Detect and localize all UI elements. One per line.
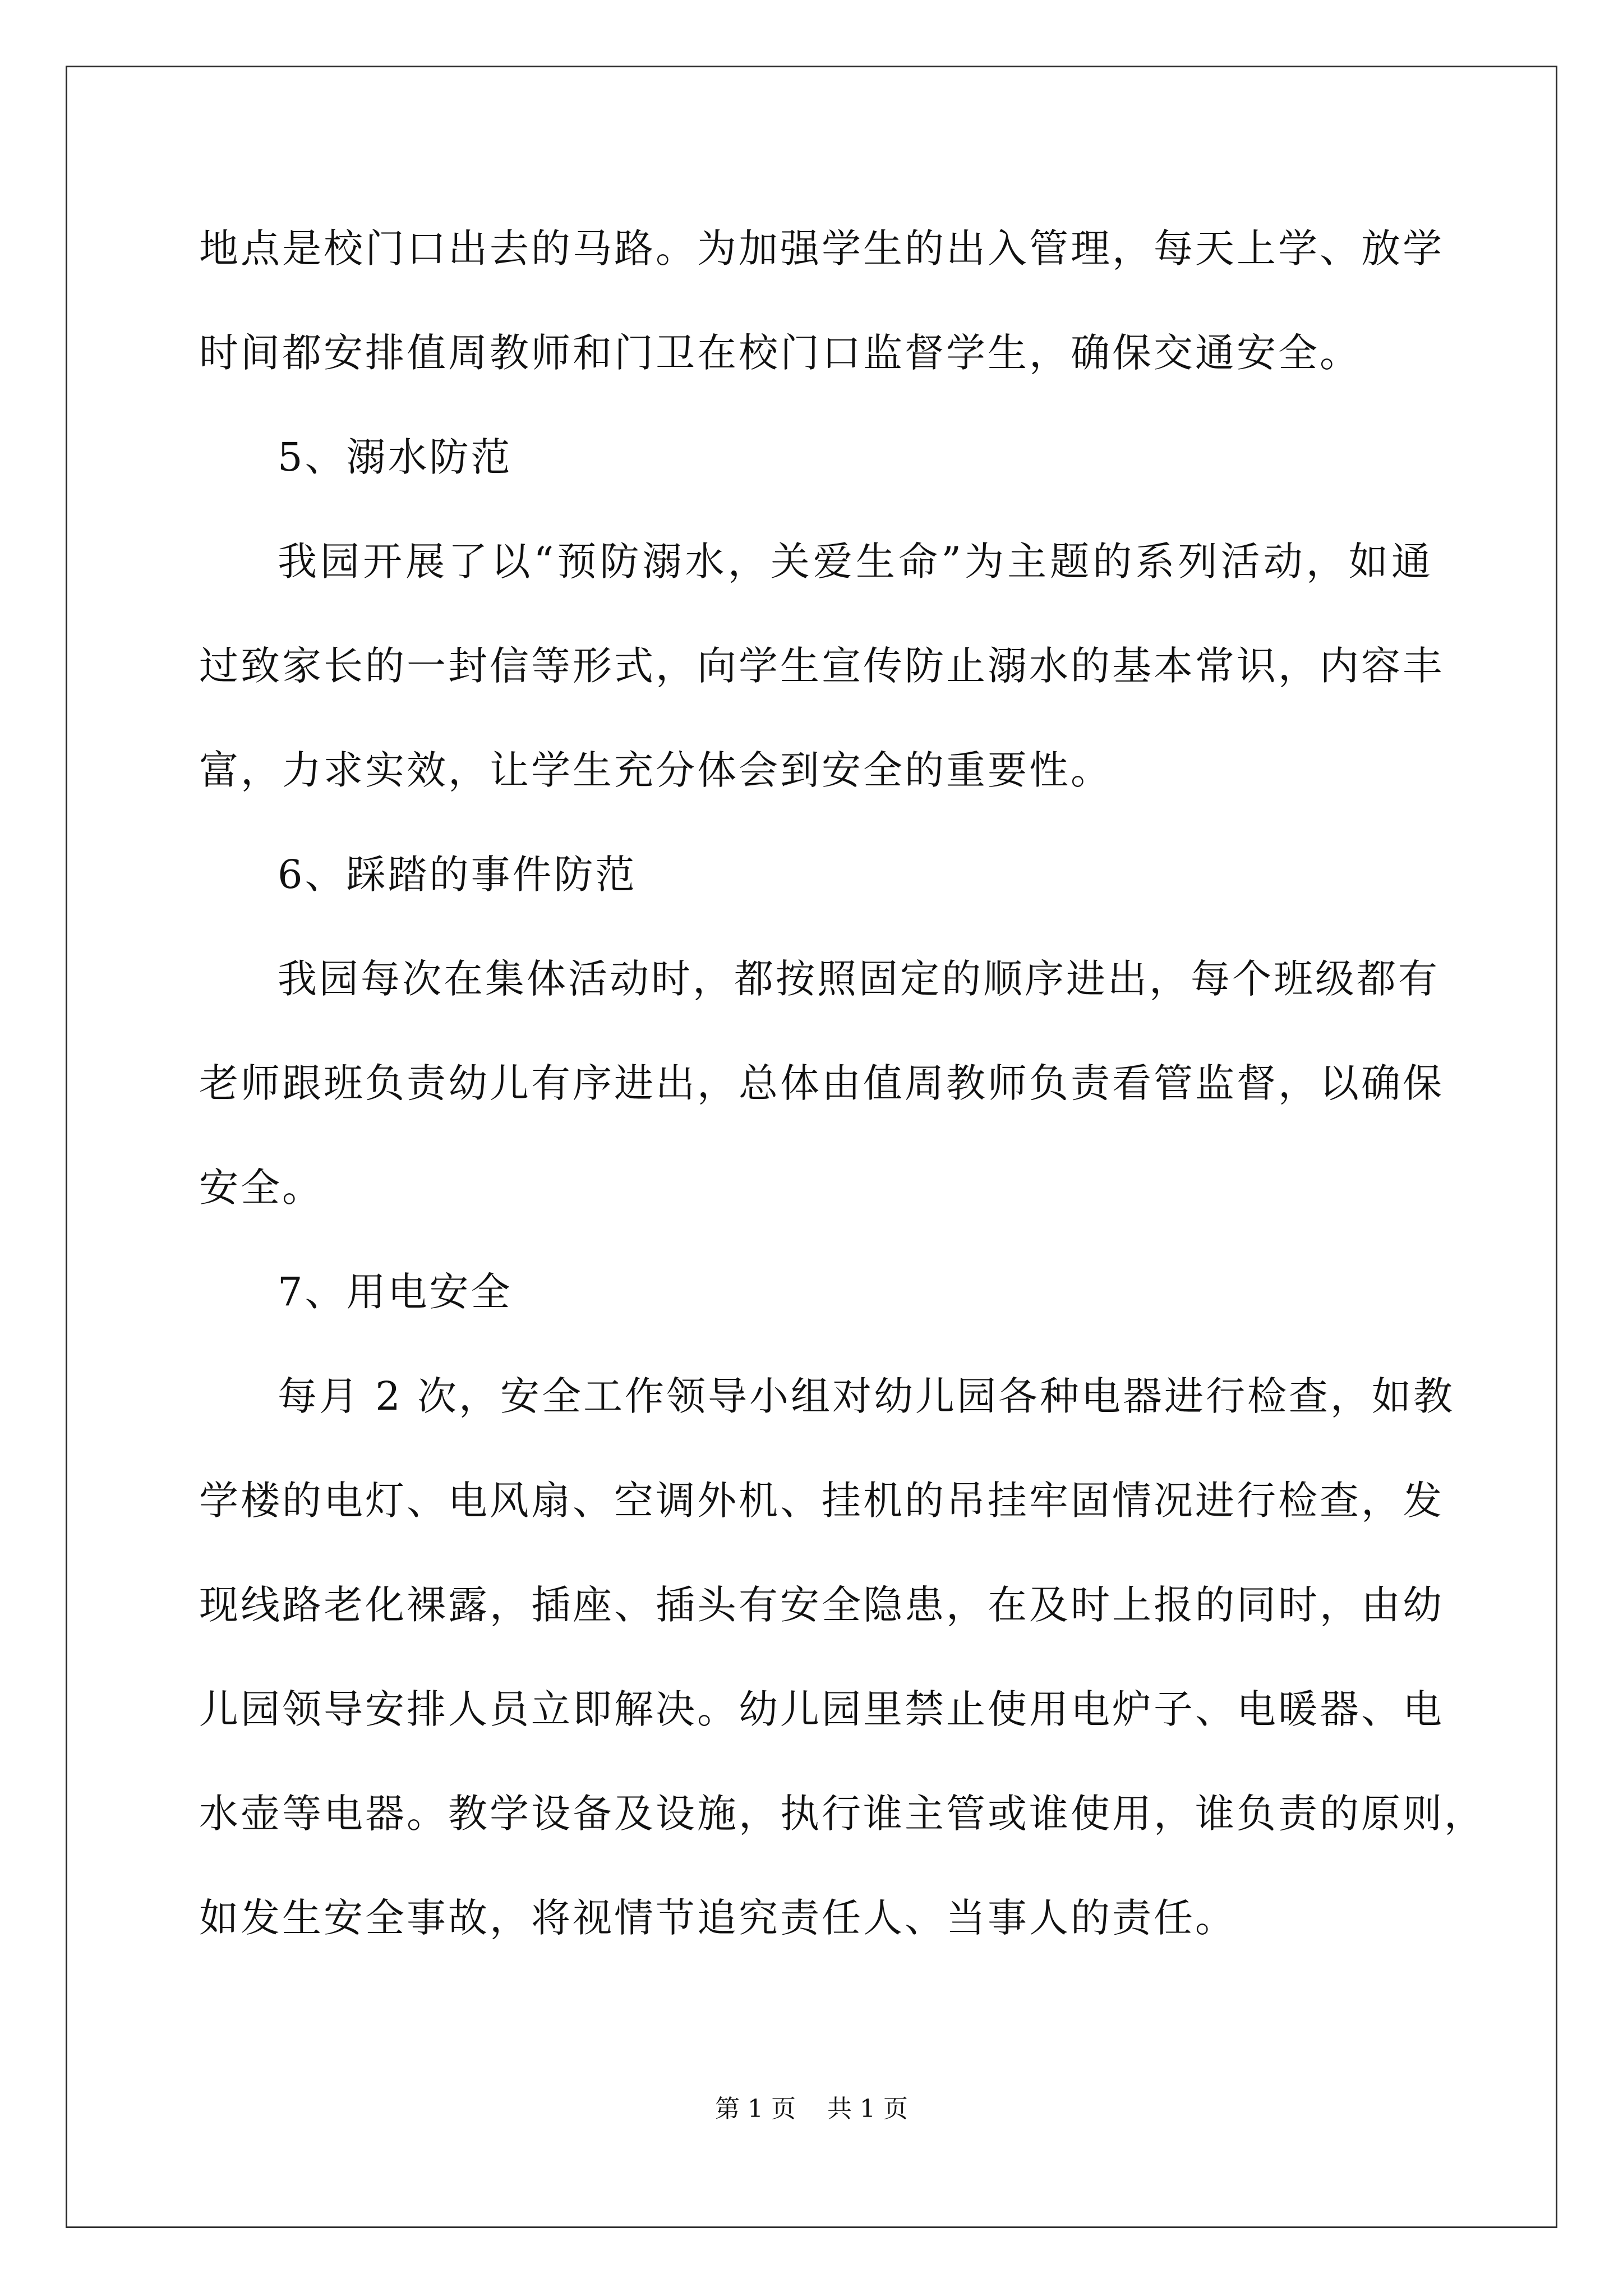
document-body — [199, 215, 1486, 1989]
paragraph-line: 现线路老化裸露，插座、插头有安全隐患，在及时上报的同时，由幼 — [199, 1582, 1444, 1628]
paragraph-line: 富，力求实效，让学生充分体会到安全的重要性。 — [199, 747, 1112, 793]
paragraph-line: 我园开展了以“预防溺水，关爱生命”为主题的系列活动，如通 — [278, 539, 1433, 585]
page-number-footer: 第 1 页 共 1 页 — [715, 2095, 908, 2123]
paragraph-line: 儿园领导安排人员立即解决。幼儿园里禁止使用电炉子、电暖器、电 — [199, 1686, 1444, 1732]
section-heading: 5、溺水防范 — [278, 434, 513, 480]
paragraph-line: 时间都安排值周教师和门卫在校门口监督学生，确保交通安全。 — [199, 330, 1361, 376]
paragraph-line: 老师跟班负责幼儿有序进出，总体由值周教师负责看管监督，以确保 — [199, 1060, 1444, 1106]
paragraph-line: 水壶等电器。教学设备及设施，执行谁主管或谁使用，谁负责的原则， — [199, 1791, 1486, 1837]
section-heading: 7、用电安全 — [278, 1269, 513, 1315]
paragraph-line: 学楼的电灯、电风扇、空调外机、挂机的吊挂牢固情况进行检查，发 — [199, 1478, 1444, 1524]
section-heading: 6、踩踏的事件防范 — [278, 852, 637, 898]
paragraph-line: 每月 2 次，安全工作领导小组对幼儿园各种电器进行检查，如教 — [278, 1373, 1455, 1419]
paragraph-line: 过致家长的一封信等形式，向学生宣传防止溺水的基本常识，内容丰 — [199, 643, 1444, 689]
paragraph-line: 我园每次在集体活动时，都按照固定的顺序进出，每个班级都有 — [278, 956, 1440, 1002]
paragraph-line: 如发生安全事故，将视情节追究责任人、当事人的责任。 — [199, 1895, 1237, 1941]
paragraph-line: 安全。 — [199, 1165, 324, 1211]
paragraph-line: 地点是校门口出去的马路。为加强学生的出入管理，每天上学、放学 — [199, 226, 1444, 272]
